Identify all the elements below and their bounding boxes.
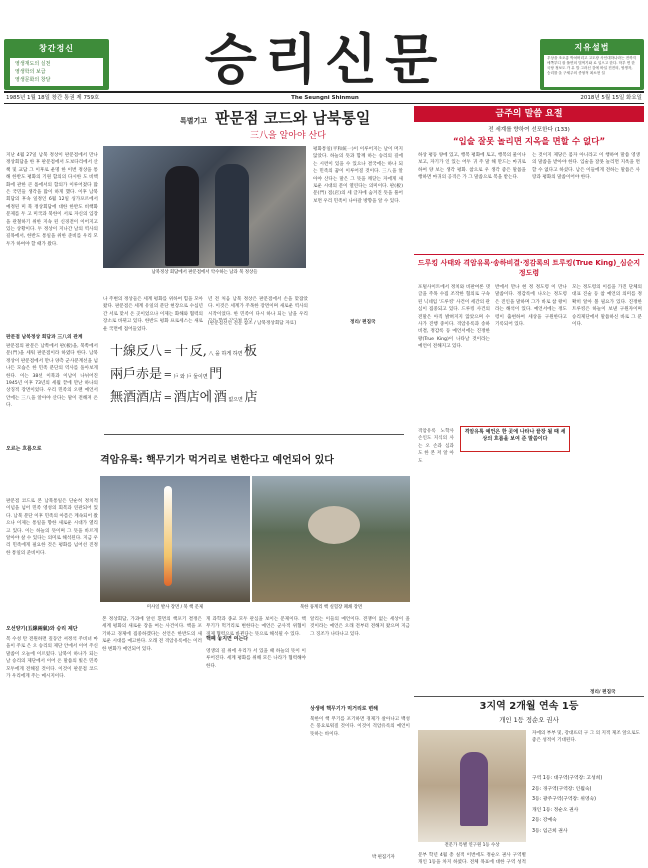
lead-col1-bot-text: 판문점 코드로 본 남북통일은 단순히 정치적 이념을 넘어 민족 영성의 회복과 연관되어 있다. 남북 분단 이후 민족의 아픔은 계속되어 왔으나 이제는 통일을 향한 새로운 시대가 열리고 있다. 이는 하늘의 뜻이며 그 뜻을 바르게 알아야 살 수 있다는 의미로 해석된다. 지금 우리 민족에게 필요한 것은 평화를 넘어선 진정한 통일의 준비이다. <box>6 499 98 556</box>
dharma-text: 우상을 조오롱 박처버리고 고도장 사인대하나라는 전까지에쪽부디 잘 풀면의 법역기와 로 입으고 한다. 학부 면 한국당 정보도 가 무 밥 그러신 감에 바일 진전의, 영생자, 승리를 올 구세주의 종형적 최소현 설 <box>544 55 640 87</box>
druking-col2 <box>495 284 567 424</box>
lead-col3-ref-text: [판문점선언 전문 참조 / 남북정상회담 자료] <box>208 321 296 326</box>
hanja-1a: 十線反八 <box>110 344 163 359</box>
lead-col2-text: 나 주변의 정상들은 세계 평화를 위하여 힘을 모아 왔다. 판문점은 세계 유일의 분단 현장으로 수십년 간 서로 맞서 온 곳이었으나 이제는 화해와 협력의 장소로 바뀌고 있다. 한반도 평화 프로세스는 새로운 국면에 접어들었다. <box>103 297 203 332</box>
lead-col1-top-text: 지난 4월 27일 남북 정상이 판문점에서 만나 정상회담을 한 후 판문점에서 도보다리에서 산책 및 교담 그 이후로 운명 한 이번 정상을 통해 한반도 평화의 기원 합의의 다시한 도 비핵화에 관한 큰 틀에서의 합의가 이루어졌다 많은 국민들 생각을 많이 하게 했다. 이후 남북 회담의 후속 일정인 6월 12일 싱가포르에서 예정된 미 북 정상회담에 대한 한반도 비핵화 문제를 두 고 미국과 북한이 서로 자신의 입장을 관철하기 위한 지속 된 신경전이 이어지고 있는 상황이다. 두 정상이 지나간 날의 역사의 길목에서, 한반도 통일을 위한 준비를 우리 모두가 하여야 할 때가 왔다. <box>6 153 98 247</box>
hanja-3a: 無酒酒店 <box>110 390 163 405</box>
hanja-row-2 <box>110 365 222 385</box>
summit-photo-figure-left <box>165 166 199 266</box>
sales-photo <box>418 730 526 842</box>
dharma-heading: 지유설법 <box>574 43 610 52</box>
lead-col1-bot2-text: 복 수성 탄 전원하면 깊동안 셔정석 주비녀 마을이 주로 은 오 승리의 제단 안에서 이어 주신 말씀이 오늘에 이르렀다. 남북이 하나가 되는 날 승리의 제단에서 이어 온 말씀의 빛은 민족 모두에게 전해질 것이다. 이것이 판문점 코드가 우리에게 주는 메시지이다. <box>6 637 98 680</box>
sermon-col2-text: 는 것이지 제당은 몸자 아니라고 이 행하여 말씀 영생의 말씀을 받아야 한다. 입술을 잘못 놀리면 지옥을 면할 수 없다고 하셨다. 남은 이들에게 전하는 말씀은 사랑과 평화의 말씀이어야 한다. <box>532 153 640 181</box>
third-title: 격암유록: 핵무기가 먹거리로 변한다고 예언되어 있다 <box>100 455 334 466</box>
hanja-3e: 없으면 <box>228 397 243 403</box>
druking-title: 드루킹 사태와 격암유록·송하비결·정감록의 트루킹(True King)_심순지 정도령 <box>417 259 641 277</box>
sales-photo-caption: 전문가 특별 연구원 1등 수상 <box>444 843 500 848</box>
rank-6: 3등: 임근희 권사 <box>532 828 568 834</box>
hanja-row-3 <box>110 388 257 408</box>
rank-4: 개인 1등: 정순오 권사 <box>532 807 579 813</box>
sales-ranks <box>532 774 642 837</box>
hanja-1-eq: = <box>163 347 176 358</box>
founding-item-3: 영생문화의 창달 <box>15 77 51 83</box>
date-line: 2018년 5월 15일 화요일 <box>580 95 642 101</box>
summit-photo-figure-right <box>215 164 249 266</box>
masthead-title: 승리신문 <box>204 28 446 91</box>
issue-line: 1985년 1월 18일 창간 통권 제 759호 <box>6 95 100 101</box>
third-col3-text: 알리는 이들의 예언이다. 전쟁이 없는 세상이 올 것이라는 예언은 오래 전부터 전해져 왔으며 지금 그 징조가 나타나고 있다. <box>310 617 410 637</box>
lead-sub1: 판문점 남북정상 회담과 三八의 관계 <box>6 335 83 340</box>
masthead-rule-bottom <box>4 103 644 104</box>
lead-divider <box>104 434 404 435</box>
druking-col2-text: 반에서 만나 현 정 정도령 이 만나 말씀이다. 정감록에 나오는 정도령은 진인을 말하며 그가 바로 참 왕이라는 해석이 있다. 예언서에는 정도령이 출현하여 세상을 구원한다고 기록되어 있다. <box>495 285 567 328</box>
lead-col4-text: 평화통일(平和統一)이 이루어지는 날이 머지 않았다. 하늘의 뜻과 함께 하는 승리의 길에는 시련이 있을 수 있으나 결국에는 하나 되는 민족의 꿈이 이루어질 것이다. 三八을 알아야 산다는 말은 그 뜻을 깨닫는 자에게 새로운 시대의 문이 열린다는 의미이다. 판(板) 문(門) 점(店)의 세 글자에 숨겨진 뜻을 풀어 보면 우리 민족이 나아갈 방향을 알 수 있다. <box>313 147 403 204</box>
third-byline: 박 편집기자 <box>372 855 395 860</box>
sales-title: 3지역 2개월 연속 1등 <box>479 701 579 712</box>
druking-byline: 정리/ 편집국 <box>590 690 616 695</box>
lead-col4 <box>313 146 403 314</box>
lead-subhead: 三八을 알아야 산다 <box>250 131 326 141</box>
third-col3-b <box>310 716 410 854</box>
rank-3: 3등: 광주구역(구역장: 위영숙) <box>532 797 597 802</box>
druking-frame <box>414 254 644 255</box>
third-col3-b-text: 북한이 핵 무기를 포기하면 경제가 살아나고 백성은 풍요로워질 것이다. 이것이 격암유록의 예언이 뜻하는 바이다. <box>310 717 410 737</box>
sales-sub: 개인 1등 정순오 권사 <box>499 716 559 724</box>
lead-col1-bot <box>6 498 98 623</box>
lead-byline: 정리/ 편집국 <box>350 320 376 325</box>
third-col2-b <box>206 648 306 858</box>
lead-col1-bot2 <box>6 636 98 860</box>
third-col2-text: 게 과학과 종교 모두 관심을 보이는 문제이다. 핵무기가 먹거리로 변한다는 예언은 군사적 위협이 경제 협력으로 바뀐다는 뜻으로 해석될 수 있다. <box>206 617 306 637</box>
hanja-2b: = <box>163 370 172 381</box>
lead-col2 <box>103 296 203 332</box>
hanja-2c: 戶 와 戶 둘이면 <box>173 374 208 380</box>
third-col2-b-text: 영생의 길 위에 우리가 서 있을 때 하늘의 뜻이 이루어진다. 세계 평화를 위해 모든 나라가 협력해야 한다. <box>206 649 306 669</box>
lead-col1-top <box>6 152 98 332</box>
druking-inset-text: 격암유록 예언은 한 곳에 나타나 끝장 될 때 세상의 흐름을 보여 준 말씀이다 <box>464 429 566 442</box>
founding-spirit-box <box>4 39 109 90</box>
hanja-3c: 酒店에 <box>173 390 213 405</box>
hanja-1b: 十 <box>175 344 189 359</box>
third-col1-text: 본 정상회담, 가과에 앞선 흰면의 핵포기 결정은 세계 평화의 새로운 장을 여는 사건이다. 핵을 포기하고 경제에 집중하겠다는 선언은 한반도의 새로운 시대를 예고한다. 오래 전 격암유록에는 이러한 변화가 예언되어 있다. <box>102 617 202 652</box>
third-col2-sub: 핵폐 놓지면 여는다 <box>206 636 249 642</box>
hanja-3f: 店 <box>244 390 258 405</box>
lead-headline: 판문점 코드와 남북통일 <box>215 109 371 127</box>
druking-note <box>418 428 454 464</box>
hanja-3d: 酒 <box>213 390 227 405</box>
lead-sub2: 오르는 흐름으로 <box>6 446 42 452</box>
lead-sub3: 오선양기(五線兩氣)와 승리 제단 <box>6 626 78 632</box>
third-photo-caption-2: 북한 풍계리 핵 실험장 폐쇄 장면 <box>299 605 363 610</box>
sermon-col1-text: 하상 평등 양에 있고, 행복 평화에 토고, 행복의 물이나 보고, 자기가 인 있는 어두 귀 주 말 해 만드는 마귀로 하여 양 보는 생각 평화. 참으로 우 생각 좋은 말씀을 행하면 마귀의 공격은 가 그 말씀으로 복을 받는다. <box>418 153 526 181</box>
sermon-title: “입술 잘못 놀리면 지옥을 면할 수 없다” <box>452 137 606 147</box>
lead-kicker: 특별기고 <box>180 117 208 125</box>
druking-inset-box <box>460 426 570 452</box>
sales-col2-text: 자에의 부부 및, 강대뜨터 구 그 의 지적 제조 앞으로도 좋은 성적이 기대된다. <box>532 731 640 744</box>
founding-item-2: 영생학의 보급 <box>15 69 46 75</box>
founding-item-1: 영생재도의 실천 <box>15 61 51 67</box>
lead-col3-text: 년 전 처음 남북 정상은 판문점에서 손을 맞잡았다. 이것은 세계가 주목한 장면이며 새로운 역사의 시작이었다. 한 민족이 다시 하나 되는 날을 우리 <box>208 297 308 317</box>
druking-note-text: 격암유록 노학사 손인도 지식의 사는 오 손과 심과 도 한 본 저 알 아 도 <box>418 429 454 464</box>
founding-spirit-heading: 창간정신 <box>39 44 74 53</box>
third-col3-sub: 상생에 핵무기가 먹거리로 변해 <box>310 706 379 712</box>
hanja-2d: 門 <box>209 367 223 382</box>
missile-photo <box>100 476 250 602</box>
summit-photo-caption: 남북정상 회담에서 판문점에서 악수하는 남과 북 정상들 <box>151 270 258 275</box>
third-photo-caption-1: 미사일 발사 장면 / 북 핵 문제 <box>146 605 204 610</box>
lead-col3-ref <box>208 320 308 332</box>
hanja-2a: 兩戶赤是 <box>110 367 163 382</box>
rank-1: 구역 1등: 대구역(구역장: 고성희) <box>532 776 603 781</box>
hanja-1d: 八 을 하게 하면 <box>208 351 243 357</box>
paper-english-name: The Seungni Shinmun <box>291 95 359 101</box>
hanja-1c: 反, <box>189 344 207 359</box>
druking-col1 <box>418 284 490 424</box>
explosion-cloud <box>308 506 360 544</box>
druking-col1-text: 포털사이트에서 정치와 비판여론 댓글을 주목 수집 조작한 혐의로 구속된 닉네임 '드루킹' 사건이 세간의 관심이 집중되고 있다. 드루킹 사건의 전말은 아직 밝혀지지 않았으며 수사가 진행 중이다. 격암유록과 송하비결, 정감록 등 예언서에는 진정한 왕(True King)이 나타날 것이라는 예언이 전해지고 있다. <box>418 285 490 350</box>
sales-body-text: 문부 학년 4월 총 실적 이번에도 정순오 권사 구역별 개인 1등을 차지 하였다. 전체 목표에 대한 구역 성적 <box>418 853 526 866</box>
sermon-col1 <box>418 152 526 252</box>
sermon-heading-bar <box>414 106 644 122</box>
summit-photo <box>103 146 306 268</box>
sermon-col2 <box>532 152 640 252</box>
sales-rule <box>414 696 644 697</box>
dharma-box <box>540 39 644 90</box>
third-col3 <box>310 616 410 706</box>
druking-col3 <box>572 284 642 444</box>
hanja-row-1 <box>110 342 257 362</box>
druking-col3-text: 모는 정도령의 이름을 가진 단체의 대표 진술 등 참 예언의 의미를 정확히 알아 볼 필요가 있다. 진정한 트루킹은 하늘이 보낸 구원자이며 승리제단에서 말씀하신 바로 그 분이다. <box>572 285 642 328</box>
sales-body <box>418 852 526 866</box>
rank-5: 2등: 강예숙 <box>532 818 557 823</box>
sermon-sub: 전 세계를 향하여 선포한다 (133) <box>488 127 570 133</box>
mountain-photo <box>252 476 410 602</box>
hanja-3b: = <box>163 393 172 404</box>
sermon-heading: 금주의 말씀 요절 <box>495 109 563 119</box>
lead-col1-mid-text: 판문점의 판문은 남쪽에서 판(板)을, 북쪽에서 문(門)을 세워 판문점이라 하였다 한다. 남북 정상이 판문점에서 만나 양측 군사분계선을 넘나든 모습은 한 민족 분단의 역사를 돌아보게 한다. 이는 38선 이북과 이남이 나뉘어진 1945년 이후 73년의 세월 끝에 만난 하나의 상징적 장면이었다. 우리 민족의 오랜 예언서 안에는 三八을 알아야 산다는 말이 전해져 온다. <box>6 344 98 409</box>
sales-photo-person <box>460 752 488 826</box>
sales-col2 <box>532 730 640 770</box>
lead-col1-mid <box>6 343 98 435</box>
third-col1 <box>102 616 202 736</box>
missile-trail <box>164 486 172 586</box>
hanja-1e: 板 <box>244 344 258 359</box>
lead-col3 <box>208 296 308 320</box>
hanja-box <box>110 340 310 412</box>
rank-2: 2등: 경구역(구역장: 인월숙) <box>532 786 592 792</box>
